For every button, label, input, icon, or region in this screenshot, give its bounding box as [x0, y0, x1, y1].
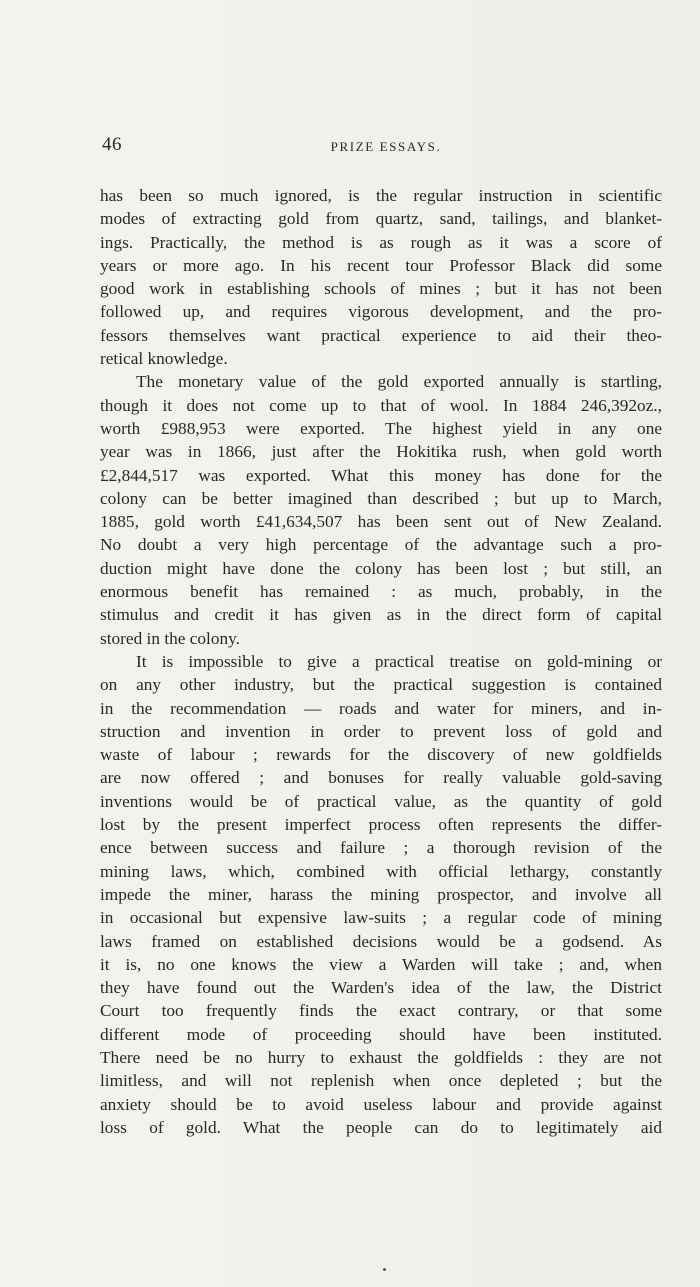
text-line: stored in the colony. — [100, 628, 240, 648]
text-line: they have found out the Warden's idea of the law, the District — [100, 978, 662, 998]
text-line: impede the miner, harass the mining prospector, and involve all — [100, 884, 662, 904]
text-line: different mode of proceeding should have been instituted. — [100, 1024, 662, 1044]
text-line: though it does not come up to that of wool. In 1884 246,392oz., — [100, 395, 662, 415]
text-line: lost by the present imperfect process often represents the differ- — [100, 815, 662, 835]
text-line: ence between success and failure ; a thorough revision of the — [100, 838, 662, 858]
text-line: fessors themselves want practical experience to aid their theo- — [100, 325, 662, 345]
text-line: followed up, and requires vigorous development, and the pro- — [100, 302, 662, 322]
text-line: ings. Practically, the method is as rough as it was a score of — [100, 232, 662, 252]
page-header — [100, 134, 662, 160]
text-line: Court too frequently finds the exact contrary, or that some — [100, 1001, 662, 1021]
text-line: struction and invention in order to prevent loss of gold and — [100, 721, 662, 741]
text-line: it is, no one knows the view a Warden will take ; and, when — [100, 954, 662, 974]
page-number: 46 — [102, 134, 122, 155]
text-line: waste of labour ; rewards for the discovery of new goldfields — [100, 745, 662, 765]
text-line: on any other industry, but the practical suggestion is contained — [100, 675, 662, 695]
text-line: worth £988,953 were exported. The highest yield in any one — [100, 418, 662, 438]
text-line: loss of gold. What the people can do to legitimately aid — [100, 1117, 662, 1137]
text-line: in occasional but expensive law-suits ; a regular code of mining — [100, 908, 662, 928]
page-speck — [383, 1268, 386, 1271]
text-line: enormous benefit has remained : as much, probably, in the — [100, 582, 662, 602]
text-line: 1885, gold worth £41,634,507 has been sent out of New Zealand. — [100, 512, 662, 532]
text-line: are now offered ; and bonuses for really valuable gold-saving — [100, 768, 662, 788]
text-line: modes of extracting gold from quartz, sand, tailings, and blanket- — [100, 209, 662, 229]
text-line: No doubt a very high percentage of the advantage such a pro- — [100, 535, 662, 555]
text-line: laws framed on established decisions would be a godsend. As — [100, 931, 662, 951]
text-line: anxiety should be to avoid useless labour and provide against — [100, 1094, 662, 1114]
text-line: duction might have done the colony has been lost ; but still, an — [100, 558, 662, 578]
text-line: The monetary value of the gold exported annually is startling, — [136, 372, 662, 392]
text-line: in the recommendation — roads and water for miners, and in- — [100, 698, 662, 718]
body-text — [100, 184, 662, 1139]
text-line: has been so much ignored, is the regular instruction in scientific — [100, 186, 662, 205]
running-head: PRIZE ESSAYS. — [330, 139, 442, 154]
text-line: inventions would be of practical value, as the quantity of gold — [100, 791, 662, 811]
text-line: stimulus and credit it has given as in the direct form of capital — [100, 605, 662, 625]
text-line: retical knowledge. — [100, 349, 228, 369]
text-line: mining laws, which, combined with official lethargy, constantly — [100, 861, 662, 881]
text-line: colony can be better imagined than described ; but up to March, — [100, 488, 662, 508]
text-line: years or more ago. In his recent tour Professor Black did some — [100, 255, 662, 275]
text-line: year was in 1866, just after the Hokitika rush, when gold worth — [100, 442, 662, 462]
text-line: It is impossible to give a practical treatise on gold-mining or — [136, 651, 662, 671]
text-line: limitless, and will not replenish when once depleted ; but the — [100, 1071, 662, 1091]
text-line: There need be no hurry to exhaust the goldfields : they are not — [100, 1047, 662, 1067]
text-line: good work in establishing schools of mines ; but it has not been — [100, 279, 662, 299]
text-line: £2,844,517 was exported. What this money has done for the — [100, 465, 662, 485]
